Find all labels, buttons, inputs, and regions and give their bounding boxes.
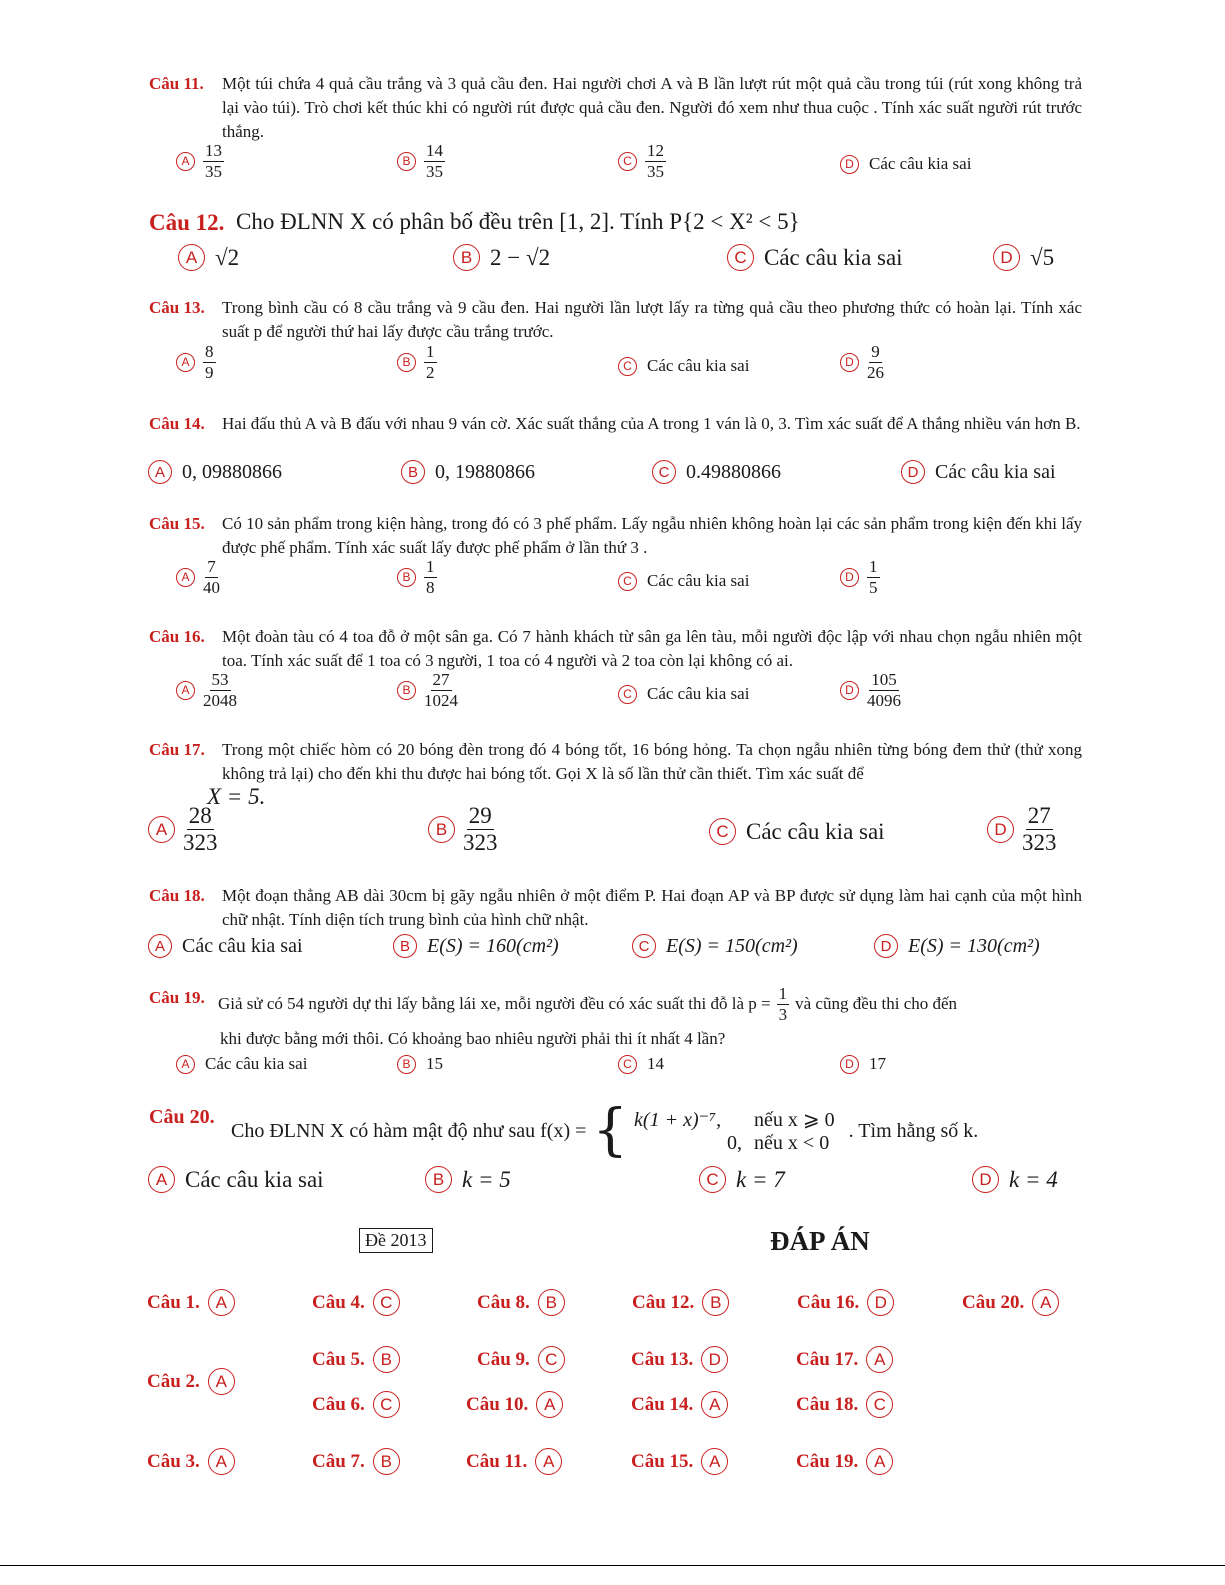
option-b[interactable]: B 2 − √2 bbox=[453, 244, 550, 271]
question-text-line2: khi được bằng mới thôi. Có khoảng bao nhiêu người phải thi ít nhất 4 lần? bbox=[220, 1029, 726, 1048]
left-brace: { bbox=[592, 1098, 629, 1163]
option-a[interactable]: A $\frac{7}{40}$ bbox=[176, 558, 220, 597]
answer-item: Câu 16. D bbox=[797, 1289, 894, 1316]
option-d[interactable]: D $\frac{1}{5}$ bbox=[840, 558, 880, 597]
answer-item: Câu 5. B bbox=[312, 1346, 400, 1373]
question-number: Câu 17. bbox=[149, 740, 205, 759]
answer-item: Câu 2. A bbox=[147, 1368, 235, 1395]
answer-item: Câu 14. A bbox=[631, 1391, 728, 1418]
option-b[interactable]: B E(S) = 160(cm²) bbox=[393, 934, 559, 958]
answer-item: Câu 1. A bbox=[147, 1289, 235, 1316]
option-d[interactable]: D $\frac{9}{26}$ bbox=[840, 343, 884, 382]
option-a[interactable]: A Các câu kia sai bbox=[176, 1054, 307, 1074]
option-a[interactable]: A 0, 09880866 bbox=[148, 460, 282, 484]
question-text: Cho ĐLNN X có hàm mật độ như sau f(x) = { k(1 + x)⁻⁷, nếu x ⩾ 0 0, nếu x < 0 . Tìm hằng số k. bbox=[231, 1098, 979, 1163]
option-b[interactable]: B $\frac{1}{2}$ bbox=[397, 343, 437, 382]
option-d[interactable]: D k = 4 bbox=[972, 1166, 1058, 1193]
answer-item: Câu 20. A bbox=[962, 1289, 1059, 1316]
answer-item: Câu 8. B bbox=[477, 1289, 565, 1316]
answer-title: ĐÁP ÁN bbox=[770, 1226, 870, 1256]
option-b[interactable]: B $\frac{29}{323}$ bbox=[428, 804, 498, 855]
option-c[interactable]: C $\frac{12}{35}$ bbox=[618, 142, 666, 181]
page-bottom-rule bbox=[0, 1565, 1225, 1566]
option-c[interactable]: C Các câu kia sai bbox=[727, 244, 903, 271]
answer-item: Câu 7. B bbox=[312, 1448, 400, 1475]
question-number: Câu 13. bbox=[149, 298, 205, 317]
question-text: Một đoàn tàu có 4 toa đỗ ở một sân ga. Có 7 hành khách từ sân ga lên tàu, mỗi người độc lập với nhau chọn ngẫu nhiên một toa. Tính xác suất để 1 toa có 3 người, 1 toa có 4 người và 2 toa còn lại không có ai. bbox=[222, 627, 1082, 670]
question-text: Một đoạn thẳng AB dài 30cm bị gãy ngẫu nhiên ở một điểm P. Hai đoạn AP và BP được sử dụng làm hai cạnh của một hình chữ nhật. Tính diện tích trung bình của hình chữ nhật. bbox=[222, 886, 1082, 929]
question-text: Trong bình cầu có 8 cầu trắng và 9 cầu đen. Hai người lần lượt lấy ra từng quả cầu theo phương thức có hoàn lại. Tính xác suất p để người thứ hai lấy được cầu trắng trước. bbox=[222, 298, 1082, 341]
option-b[interactable]: B $\frac{1}{8}$ bbox=[397, 558, 437, 597]
answer-item: Câu 11. A bbox=[466, 1448, 562, 1475]
option-d[interactable]: D $\frac{27}{323}$ bbox=[987, 804, 1057, 855]
option-b[interactable]: B $\frac{27}{1024}$ bbox=[397, 671, 458, 710]
option-d[interactable]: D E(S) = 130(cm²) bbox=[874, 934, 1040, 958]
piecewise-cases: k(1 + x)⁻⁷, nếu x ⩾ 0 0, nếu x < 0 bbox=[634, 1109, 835, 1154]
option-c[interactable]: C 14 bbox=[618, 1054, 664, 1074]
option-a[interactable]: A Các câu kia sai bbox=[148, 934, 303, 958]
answer-item: Câu 9. C bbox=[477, 1346, 565, 1373]
question-number: Câu 11. bbox=[149, 74, 204, 93]
question-text-line1: Giả sử có 54 người dự thi lấy bằng lái xe, mỗi người đều có xác suất thi đỗ là p = $\frac{1}{3}$ và cũng đều thi cho đến bbox=[218, 984, 958, 1024]
option-b[interactable]: B $\frac{14}{35}$ bbox=[397, 142, 445, 181]
answer-item: Câu 6. C bbox=[312, 1391, 400, 1418]
answer-item: Câu 13. D bbox=[631, 1346, 728, 1373]
option-a[interactable]: A $\frac{28}{323}$ bbox=[148, 804, 218, 855]
answer-item: Câu 3. A bbox=[147, 1448, 235, 1475]
option-b[interactable]: B 15 bbox=[397, 1054, 443, 1074]
answer-item: Câu 19. A bbox=[796, 1448, 893, 1475]
option-a[interactable]: A √2 bbox=[178, 244, 239, 271]
answer-item: Câu 18. C bbox=[796, 1391, 893, 1418]
option-c[interactable]: C 0.49880866 bbox=[652, 460, 781, 484]
exam-label: Đề 2013 bbox=[359, 1228, 433, 1253]
question-text: Hai đấu thủ A và B đấu với nhau 9 ván cờ. Xác suất thắng của A trong 1 ván là 0, 3. Tìm xác suất để A thắng nhiều ván hơn B. bbox=[222, 414, 1081, 433]
option-c[interactable]: C Các câu kia sai bbox=[618, 684, 749, 704]
question-number: Câu 12. bbox=[149, 210, 225, 235]
option-c[interactable]: C Các câu kia sai bbox=[618, 356, 749, 376]
option-a[interactable]: A Các câu kia sai bbox=[148, 1166, 324, 1193]
option-d[interactable]: D Các câu kia sai bbox=[840, 154, 971, 174]
answer-item: Câu 17. A bbox=[796, 1346, 893, 1373]
answer-item: Câu 4. C bbox=[312, 1289, 400, 1316]
option-d[interactable]: D $\frac{105}{4096}$ bbox=[840, 671, 901, 710]
question-number: Câu 20. bbox=[149, 1106, 215, 1128]
option-a[interactable]: A $\frac{8}{9}$ bbox=[176, 343, 216, 382]
option-d[interactable]: D √5 bbox=[993, 244, 1054, 271]
question-tail: X = 5. bbox=[207, 784, 266, 809]
question-text: Một túi chứa 4 quả cầu trắng và 3 quả cầu đen. Hai người chơi A và B lần lượt rút một quả cầu trong túi (rút xong không trả lại vào túi). Trò chơi kết thúc khi có người rút được quả cầu đen. Người đó xem như thua cuộc . Tính xác suất người rút trước thắng. bbox=[222, 74, 1082, 141]
question-text: Có 10 sản phẩm trong kiện hàng, trong đó có 3 phế phẩm. Lấy ngẫu nhiên không hoàn lại các sản phẩm trong kiện đến khi lấy được phế phẩm. Tính xác suất lấy được phế phẩm ở lần thứ 3 . bbox=[222, 514, 1082, 557]
option-c[interactable]: C k = 7 bbox=[699, 1166, 785, 1193]
answer-item: Câu 12. B bbox=[632, 1289, 729, 1316]
option-c[interactable]: C E(S) = 150(cm²) bbox=[632, 934, 798, 958]
question-number: Câu 14. bbox=[149, 414, 205, 433]
question-number: Câu 15. bbox=[149, 514, 205, 533]
option-c[interactable]: C Các câu kia sai bbox=[618, 571, 749, 591]
option-d[interactable]: D 17 bbox=[840, 1054, 886, 1074]
answer-item: Câu 10. A bbox=[466, 1391, 563, 1418]
question-text: Cho ĐLNN X có phân bố đều trên [1, 2]. Tính P{2 < X² < 5} bbox=[236, 209, 800, 234]
option-b[interactable]: B 0, 19880866 bbox=[401, 460, 535, 484]
answer-item: Câu 15. A bbox=[631, 1448, 728, 1475]
option-a[interactable]: A $\frac{13}{35}$ bbox=[176, 142, 224, 181]
option-c[interactable]: C Các câu kia sai bbox=[709, 818, 885, 845]
question-number: Câu 18. bbox=[149, 886, 205, 905]
option-d[interactable]: D Các câu kia sai bbox=[901, 460, 1056, 484]
option-a[interactable]: A $\frac{53}{2048}$ bbox=[176, 671, 237, 710]
option-b[interactable]: B k = 5 bbox=[425, 1166, 511, 1193]
question-text: Trong một chiếc hòm có 20 bóng đèn trong đó 4 bóng tốt, 16 bóng hỏng. Ta chọn ngẫu nhiên từng bóng đem thử (thử xong không trả lại) cho đến khi thu được hai bóng tốt. Gọi X là số lần thử cần thiết. Tìm xác suất để bbox=[222, 740, 1082, 783]
question-number: Câu 19. bbox=[149, 988, 205, 1007]
question-number: Câu 16. bbox=[149, 627, 205, 646]
